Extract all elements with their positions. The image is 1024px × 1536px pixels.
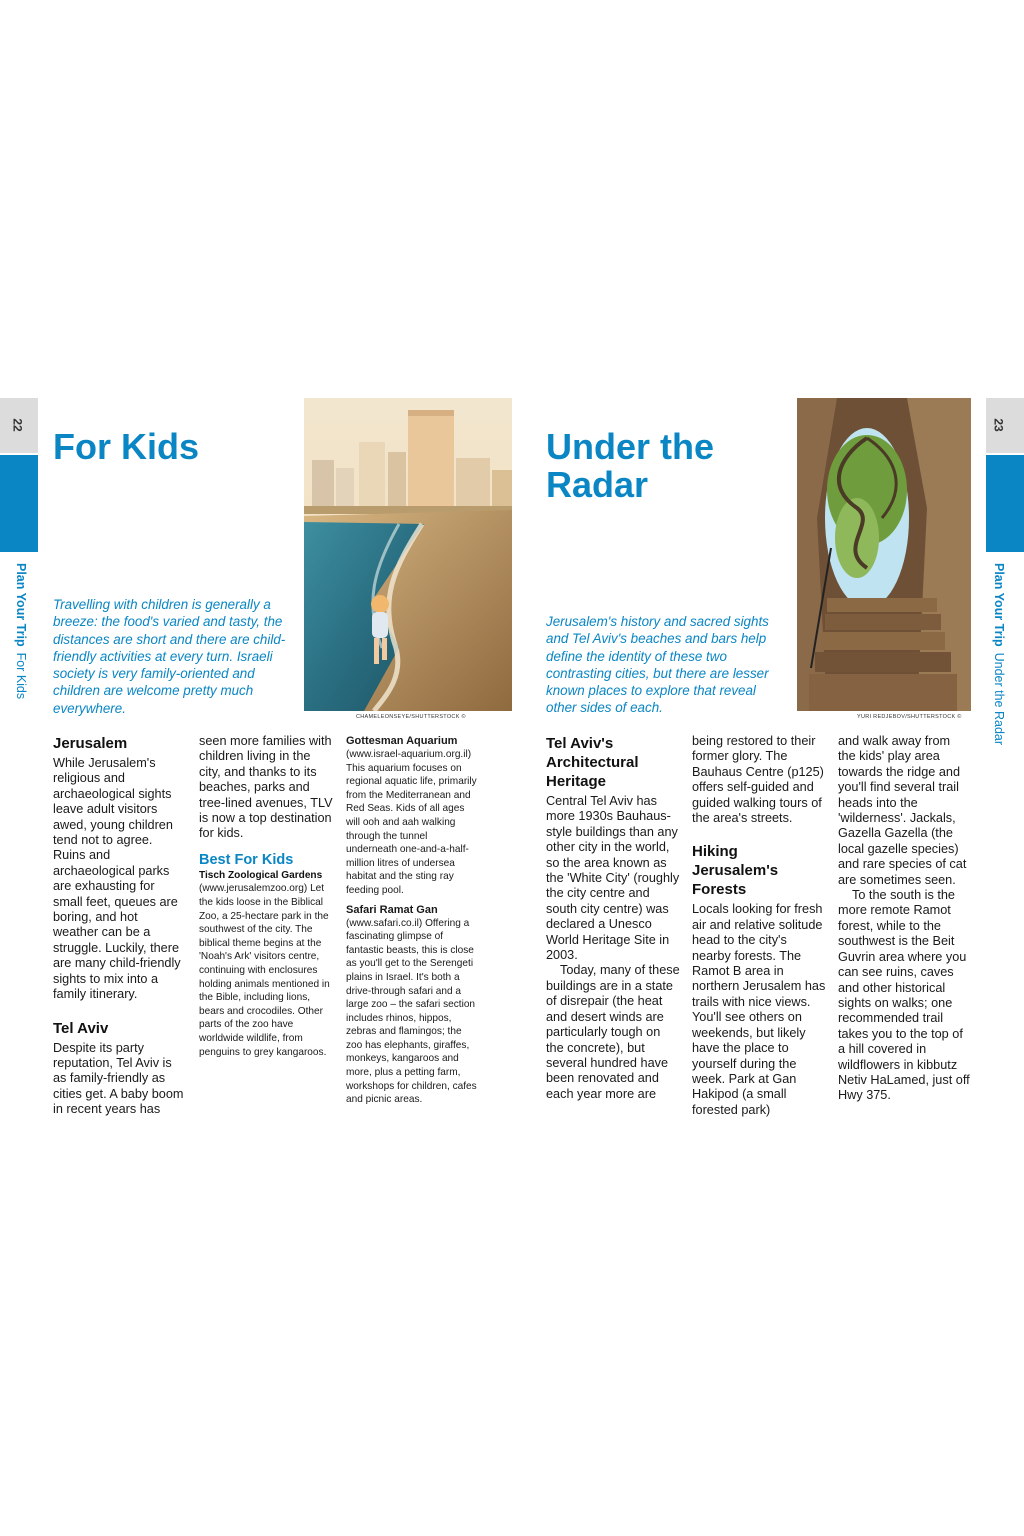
page-title-for-kids: For Kids xyxy=(53,426,200,467)
beach-photo xyxy=(304,398,512,711)
stairs-photo xyxy=(797,398,971,711)
page-number-right: 23 xyxy=(991,418,1006,432)
column-aquarium-safari xyxy=(346,734,480,1112)
entry-safari xyxy=(346,903,480,1107)
title-line-2: Radar xyxy=(546,464,649,505)
column-hiking xyxy=(692,734,826,1118)
entry-aquarium xyxy=(346,734,480,898)
intro-under-the-radar: Jerusalem's history and sacred sights and Tel Aviv's beaches and bars help define the identity of these two contrasting cities, but there are lesser known places to explore that reveal other sides of each. xyxy=(546,614,769,716)
heading-best-for-kids: Best For Kids xyxy=(199,851,294,868)
column-architecture xyxy=(546,734,680,1102)
side-label-left xyxy=(14,563,28,699)
heading-hiking: Hiking Jerusalem's Forests xyxy=(692,843,779,899)
heading-tel-aviv: Tel Aviv xyxy=(53,1019,109,1037)
chapter-tab-left xyxy=(0,455,38,552)
zoo-text: (www.jerusalemzoo.org) Let the kids loose in the Biblical Zoo, a 25-hectare park in the southwest of the city. The biblical theme begins at the 'Noah's Ark' visitors centre, continuing with enclosures holding animals mentioned in the Bible, including lions, bears and crocodiles. Other parts of the zoo have worldwide wildlife, from penguins to grey kangaroos. xyxy=(199,883,330,1058)
text-architecture-2: Today, many of these buildings are in a state of disrepair (the heat and desert winds are particularly tough on the concrete), but several hundred have been renovated and each year more are xyxy=(546,963,680,1101)
stairs-illustration xyxy=(797,398,971,711)
side-label-right-bold: Plan Your Trip xyxy=(992,563,1006,647)
side-label-right-text: Under the Radar xyxy=(992,652,1006,746)
aquarium-name: Gottesman Aquarium xyxy=(346,735,458,747)
column-jerusalem xyxy=(53,734,185,1118)
title-line-1: Under the xyxy=(546,426,715,467)
text-architecture-3: being restored to their former glory. The Bauhaus Centre (p125) offers self-guided and guided walking tours of the area's streets. xyxy=(692,734,824,826)
text-architecture-1: Central Tel Aviv has more 1930s Bauhaus-style buildings than any other city in the world, so the area known as the 'White City' (roughly the city centre and south city centre) was declared a Unesco World Heritage Site in 2003. xyxy=(546,794,680,963)
text-tel-aviv-1: Despite its party reputation, Tel Aviv is as family-friendly as cities get. A baby boom in recent years has xyxy=(53,1040,184,1117)
text-jerusalem: While Jerusalem's religious and archaeological sights leave adult visitors awed, young children tend not to agree. Ruins and archaeological parks are exhausting for small feet, queues are boring, and hot weather can be a struggle. Luckily, there are many child-friendly sights to mix into a family itinerary. xyxy=(53,756,181,1002)
side-label-right xyxy=(992,563,1006,745)
chapter-tab-right xyxy=(986,455,1024,552)
stairs-photo-credit: YURI REDJEBOV/SHUTTERSTOCK © xyxy=(857,714,962,720)
beach-illustration xyxy=(304,398,512,711)
entry-zoo xyxy=(199,869,334,1059)
aquarium-text: (www.israel-aquarium.org.il) This aquarium focuses on regional aquatic life, primarily from the Mediterranean and Red Seas. Kids of all ages will ooh and aah walking through the tunnel underneath one-and-a-half-million litres of undersea habitat and the sting ray feeding pool. xyxy=(346,749,477,896)
safari-text: (www.safari.co.il) Offering a fascinating glimpse of fantastic beasts, this is close as you'll get to the Serengeti plains in Israel. It's both a drive-through safari and a large zoo – the safari section includes rhinos, hippos, zebras and flamingos; the zoo has elephants, giraffes, monkeys, kangaroos and more, plus a petting farm, workshops for children, cafes and picnic areas. xyxy=(346,917,477,1106)
side-label-left-text: For Kids xyxy=(14,652,28,700)
column-hiking-continued xyxy=(838,734,970,1104)
text-hiking-1: Locals looking for fresh air and relative solitude head to the city's nearby forests. The Ramot B area in northern Jerusalem has trails with nice views. You'll see others on weekends, but likely have the place to yourself during the week. Park at Gan Hakipod (a small forested park) xyxy=(692,902,826,1117)
safari-name: Safari Ramat Gan xyxy=(346,903,438,916)
text-hiking-2: and walk away from the kids' play area towards the ridge and you'll find several trail heads into the 'wilderness'. Jackals, Gazella Gazella (the local gazelle species) and rare species of cat are sometimes seen. xyxy=(838,734,967,887)
zoo-name: Tisch Zoological Gardens xyxy=(199,869,323,881)
intro-for-kids: Travelling with children is generally a breeze: the food's varied and tasty, the distances are short and there are child-friendly activities at every turn. Israeli society is very family-oriented and children are welcome pretty much everywhere. xyxy=(53,597,286,716)
text-tel-aviv-2: seen more families with children living in the city, and thanks to its beaches, parks and tree-lined avenues, TLV is now a top destination for kids. xyxy=(199,734,333,841)
text-hiking-3: To the south is the more remote Ramot forest, while to the southwest is the Beit Guvrin area where you can see ruins, caves and other historical sights on walks; one recommended trail takes you to the top of a hill covered in wildflowers in kibbutz Netiv HaLamed, just off Hwy 375. xyxy=(838,888,970,1103)
page-title-under-the-radar xyxy=(546,428,714,504)
heading-architectural-heritage: Tel Aviv's Architectural Heritage xyxy=(546,735,639,790)
beach-photo-credit: CHAMELEONSEYE/SHUTTERSTOCK © xyxy=(356,714,466,720)
side-label-left-bold: Plan Your Trip xyxy=(14,563,28,647)
page-number-left: 22 xyxy=(10,418,25,432)
column-best-for-kids xyxy=(199,734,334,1059)
heading-jerusalem: Jerusalem xyxy=(53,735,128,752)
